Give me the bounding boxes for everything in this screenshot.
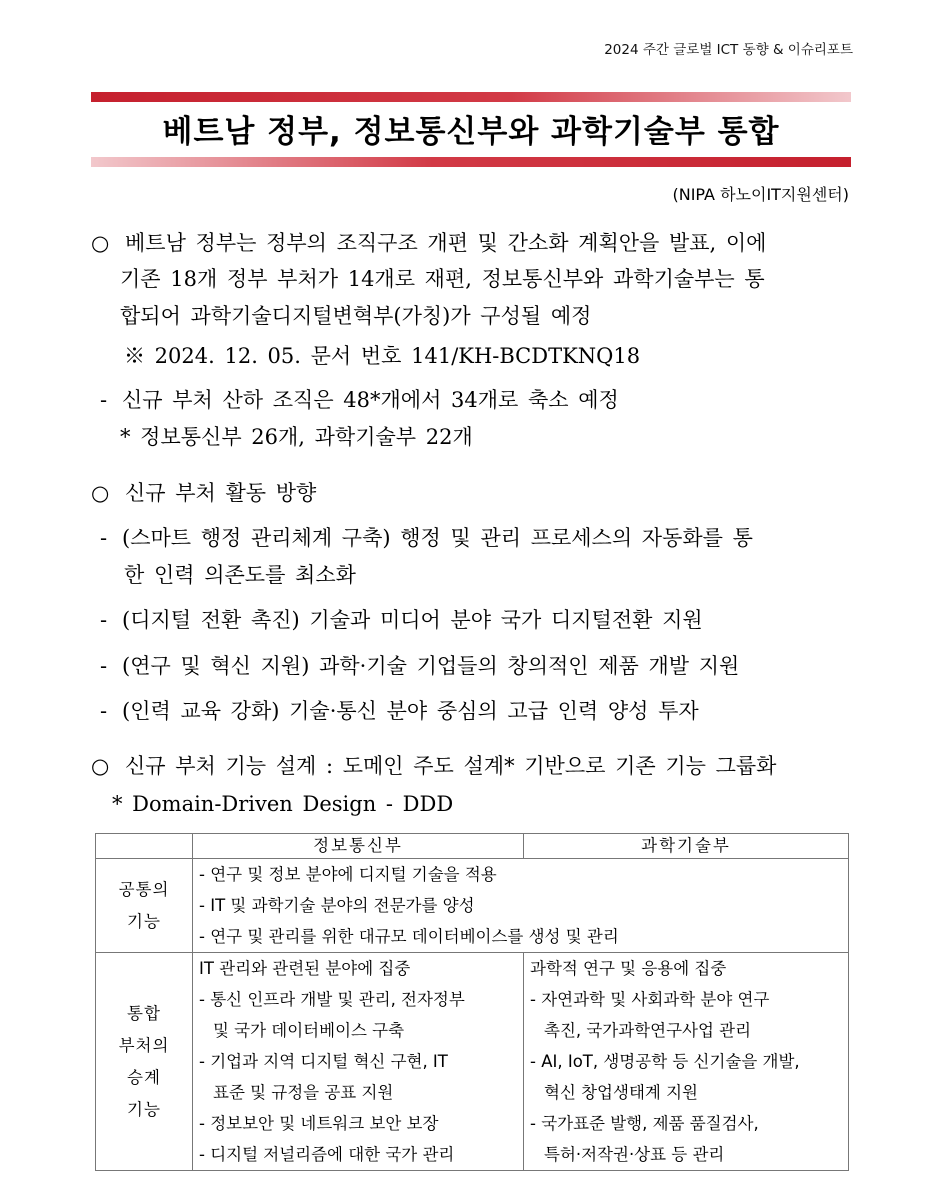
ict-function-item: - 통신 인프라 개발 및 관리, 전자정부 (199, 990, 465, 1009)
dash-1: - 신규 부처 산하 조직은 48*개에서 34개로 축소 예정 (100, 385, 619, 415)
bullet-1-line-2: 기존 18개 정부 부처가 14개로 재편, 정보통신부와 과학기술부는 통 (120, 267, 765, 291)
table-row (96, 953, 849, 1171)
bullet-1-line-1: ○ 베트남 정부는 정부의 조직구조 개편 및 간소화 계획안을 발표, 이에 (91, 228, 766, 258)
bullet-3-note: * Domain-Driven Design - DDD (112, 792, 454, 816)
circle-bullet: ○ (91, 481, 110, 505)
common-function-item: - 연구 및 정보 분야에 디지털 기술을 적용 (199, 865, 497, 884)
bullet-1-line-3: 합되어 과학기술디지털변혁부(가칭)가 구성될 예정 (120, 304, 592, 328)
science-functions-cell (524, 953, 849, 1171)
page-title: 베트남 정부, 정보통신부와 과학기술부 통합 (162, 114, 780, 150)
dash-3: - (디지털 전환 촉진) 기술과 미디어 분야 국가 디지털전환 지원 (100, 605, 703, 635)
dash-marker: - (100, 608, 108, 632)
bullet-2: ○ 신규 부처 활동 방향 (91, 478, 316, 508)
dash-marker: - (100, 388, 108, 412)
science-function-item: 특허·저작권·상표 등 관리 (544, 1145, 725, 1164)
ict-function-item: - 디지털 저널리즘에 대한 국가 관리 (199, 1145, 455, 1164)
dash-1-note: * 정보통신부 26개, 과학기술부 22개 (120, 425, 473, 449)
science-function-item: 촉진, 국가과학연구사업 관리 (544, 1021, 752, 1040)
circle-bullet: ○ (91, 231, 110, 255)
science-function-item: - 자연과학 및 사회과학 분야 연구 (530, 990, 770, 1009)
dash-marker: - (100, 699, 108, 723)
ict-function-item: - 정보보안 및 네트워크 보안 보장 (199, 1114, 439, 1133)
dash-4: - (연구 및 혁신 지원) 과학·기술 기업들의 창의적인 제품 개발 지원 (100, 651, 739, 681)
source-credit: (NIPA 하노이IT지원센터) (672, 185, 849, 204)
science-function-item: - AI, IoT, 생명공학 등 신기술을 개발, (530, 1052, 800, 1071)
row-label-common: 공통의 기능 (96, 859, 193, 953)
common-function-item: - IT 및 과학기술 분야의 전문가를 양성 (199, 896, 475, 915)
bullet-3: ○ 신규 부처 기능 설계 : 도메인 주도 설계* 기반으로 기존 기능 그룹화 (91, 751, 776, 781)
function-table (95, 833, 849, 1171)
report-header: 2024 주간 글로벌 ICT 동향 & 이슈리포트 (604, 42, 853, 58)
dash-5: - (인력 교육 강화) 기술·통신 분야 중심의 고급 인력 양성 투자 (100, 696, 699, 726)
table-row (96, 859, 849, 953)
dash-marker: - (100, 526, 108, 550)
ict-function-item: 표준 및 규정을 공표 지원 (213, 1083, 394, 1102)
title-bar-bottom (91, 157, 851, 167)
common-functions-cell (193, 859, 849, 953)
dash-2-line-2: 한 인력 의존도를 최소화 (124, 563, 356, 587)
ict-functions-cell (193, 953, 524, 1171)
ict-function-item: 및 국가 데이터베이스 구축 (213, 1021, 405, 1040)
column-header-science: 과학기술부 (524, 834, 849, 859)
dash-2-line-1: - (스마트 행정 관리체계 구축) 행정 및 관리 프로세스의 자동화를 통 (100, 523, 753, 553)
bullet-1-note: ※ 2024. 12. 05. 문서 번호 141/KH-BCDTKNQ18 (124, 344, 641, 368)
table-header-row (96, 834, 849, 859)
column-header-ict: 정보통신부 (193, 834, 524, 859)
dash-marker: - (100, 654, 108, 678)
science-function-item: - 국가표준 발행, 제품 품질검사, (530, 1114, 759, 1133)
ict-function-item: - 기업과 지역 디지털 혁신 구현, IT (199, 1052, 448, 1071)
science-function-item: 혁신 창업생태계 지원 (544, 1083, 698, 1102)
ict-function-item: IT 관리와 관련된 분야에 집중 (199, 959, 411, 978)
row-label-succession: 통합 부처의 승계 기능 (96, 953, 193, 1171)
title-bar-top (91, 92, 851, 102)
table-corner-cell (96, 834, 193, 859)
circle-bullet: ○ (91, 754, 110, 778)
science-function-item: 과학적 연구 및 응용에 집중 (530, 959, 727, 978)
common-function-item: - 연구 및 관리를 위한 대규모 데이터베이스를 생성 및 관리 (199, 927, 619, 946)
